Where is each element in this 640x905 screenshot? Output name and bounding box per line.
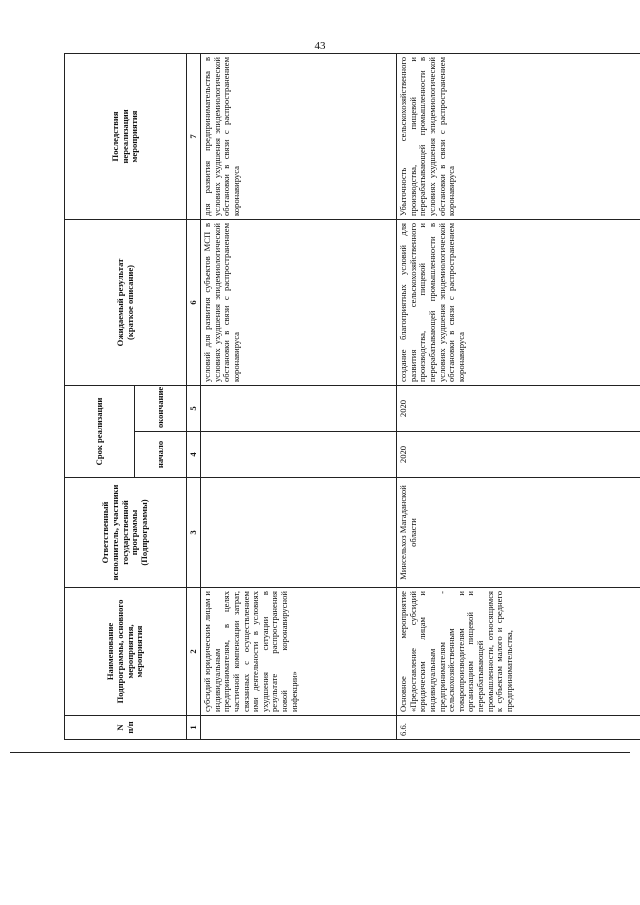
header-start: начало: [135, 432, 187, 478]
col-number: 4: [187, 432, 201, 478]
header-consequences: Последствия нереализации мероприятия: [65, 53, 187, 219]
header-name: Наименование Подпрограммы, основного мероприятия, мероприятия: [65, 588, 187, 716]
header-number: N п/п: [65, 716, 187, 740]
row-result: условий для развития субъектов МСП в условиях ухудшения эпидемиологической обстановки в связи с распространением коронавируса: [201, 219, 397, 385]
header-responsible: Ответственный исполнитель, участники государственной программы (Подпрограммы): [65, 478, 187, 588]
row-consequences: для развития предпринимательства в условиях ухудшения эпидемиологической обстановки в связи с распространением коронавируса: [201, 53, 397, 219]
row-start: 2020: [397, 432, 640, 478]
row-end: [201, 385, 397, 431]
measures-table: [64, 53, 640, 740]
header-end: окончание: [135, 385, 187, 431]
rotated-table-container: [64, 54, 640, 740]
table-row: [201, 53, 397, 739]
header-result: Ожидаемый результат (краткое описание): [65, 219, 187, 385]
row-name: Основное мероприятие «Предоставление субсидий юридическим лицам и индивидуальным предпринимателям - сельскохозяйственным товаропроизводителям и организациям пищевой и перерабатывающей промышленности, относящимся к субъектам малого и среднего предпринимательства,: [397, 588, 640, 716]
column-number-row: [187, 53, 201, 739]
col-number: 7: [187, 53, 201, 219]
header-period: Срок реализации: [65, 385, 135, 477]
horizontal-rule: [10, 752, 630, 753]
col-number: 6: [187, 219, 201, 385]
col-number: 1: [187, 716, 201, 740]
row-name: субсидий юридическим лицам и индивидуальным предпринимателям, в целях частичной компенсации затрат, связанных с осуществлением ими деятельности в условиях ухудшения ситуации в результате распространения новой коронавирусной инфекции»: [201, 588, 397, 716]
col-number: 2: [187, 588, 201, 716]
table-region: [64, 54, 640, 740]
row-responsible: Минсельхоз Магаданской области: [397, 478, 640, 588]
row-start: [201, 432, 397, 478]
row-consequences: Убыточность сельскохозяйственного производства, пищевой и перерабатывающей промышленности в условиях ухудшения эпидемиологической обстановки в связи с распространением коронавируса: [397, 53, 640, 219]
row-number: [201, 716, 397, 740]
col-number: 3: [187, 478, 201, 588]
table-row: [397, 53, 640, 739]
page-number: 43: [314, 40, 326, 52]
row-result: создание благоприятных условий для развития сельскохозяйственного производства, пищевой и перерабатывающей промышленности в условиях ухудшения эпидемиологической обстановки в связи с распространением коронавируса: [397, 219, 640, 385]
row-end: 2020: [397, 385, 640, 431]
table-header-row: [65, 53, 135, 739]
row-number: 6.6.: [397, 716, 640, 740]
col-number: 5: [187, 385, 201, 431]
row-responsible: [201, 478, 397, 588]
